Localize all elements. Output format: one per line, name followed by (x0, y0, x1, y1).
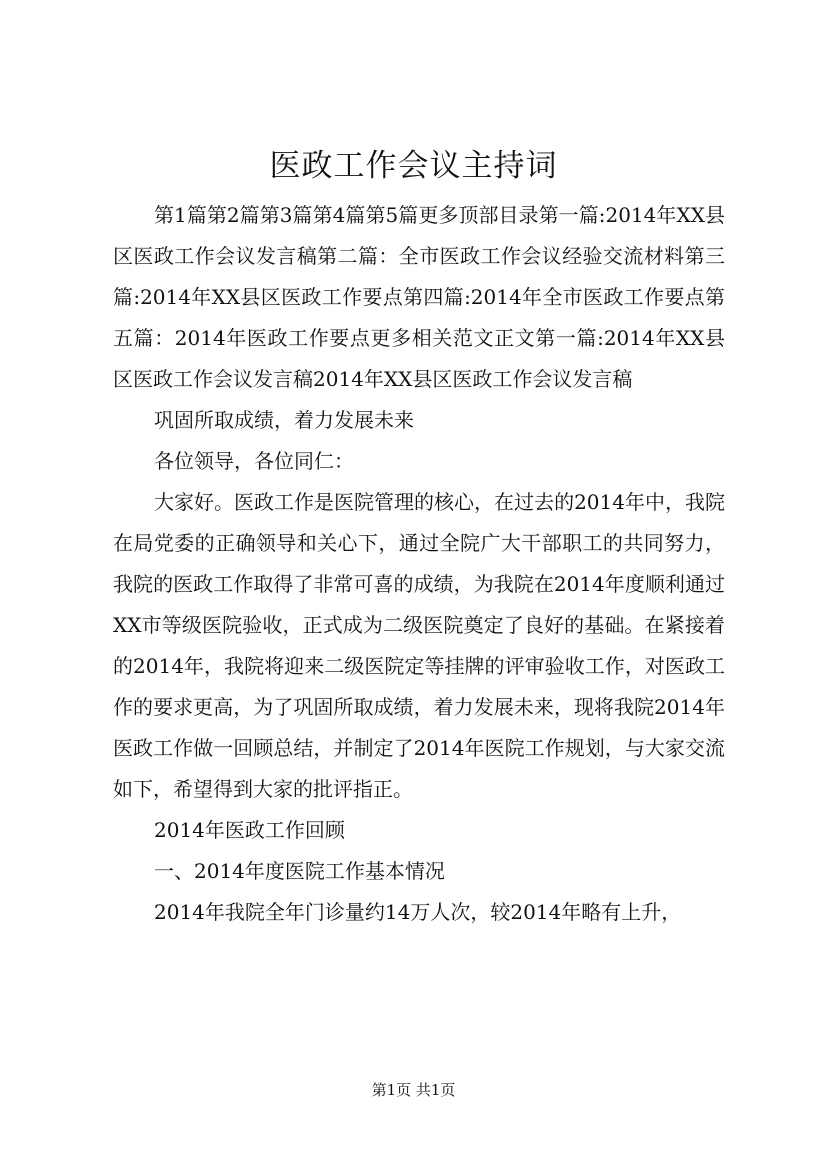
paragraph-statistics: 2014年我院全年门诊量约14万人次，较2014年略有上升， (154, 900, 682, 924)
paragraph-salutation: 各位领导，各位同仁： (154, 449, 354, 473)
document-title: 医政工作会议主持词 (269, 148, 558, 184)
document-body (113, 195, 725, 933)
paragraph-section-heading: 2014年医政工作回顾 (154, 818, 345, 842)
paragraph-subsection-heading: 一、2014年度医院工作基本情况 (154, 859, 445, 883)
page-number-footer: 第1页 共1页 (371, 1081, 456, 1099)
paragraph-table-of-contents: 第1篇第2篇第3篇第4篇第5篇更多顶部目录第一篇:2014年XX县区医政工作会议发言稿第二篇：全市医政工作会议经验交流材料第三篇:2014年XX县区医政工作要点第四篇:2014年全市医政工作要点第五篇：2014年医政工作要点更多相关范文正文第一篇:2014年XX县区医政工作会议发言稿2014年XX县区医政工作会议发言稿 (113, 203, 725, 391)
paragraph-introduction: 大家好。医政工作是医院管理的核心，在过去的2014年中，我院在局党委的正确领导和关心下，通过全院广大干部职工的共同努力，我院的医政工作取得了非常可喜的成绩，为我院在2014年度顺利通过XX市等级医院验收，正式成为二级医院奠定了良好的基础。在紧接着的2014年，我院将迎来二级医院定等挂牌的评审验收工作，对医政工作的要求更高，为了巩固所取成绩，着力发展未来，现将我院2014年医政工作做一回顾总结，并制定了2014年医院工作规划，与大家交流如下，希望得到大家的批评指正。 (113, 490, 725, 801)
paragraph-subtitle: 巩固所取成绩，着力发展未来 (154, 408, 414, 432)
